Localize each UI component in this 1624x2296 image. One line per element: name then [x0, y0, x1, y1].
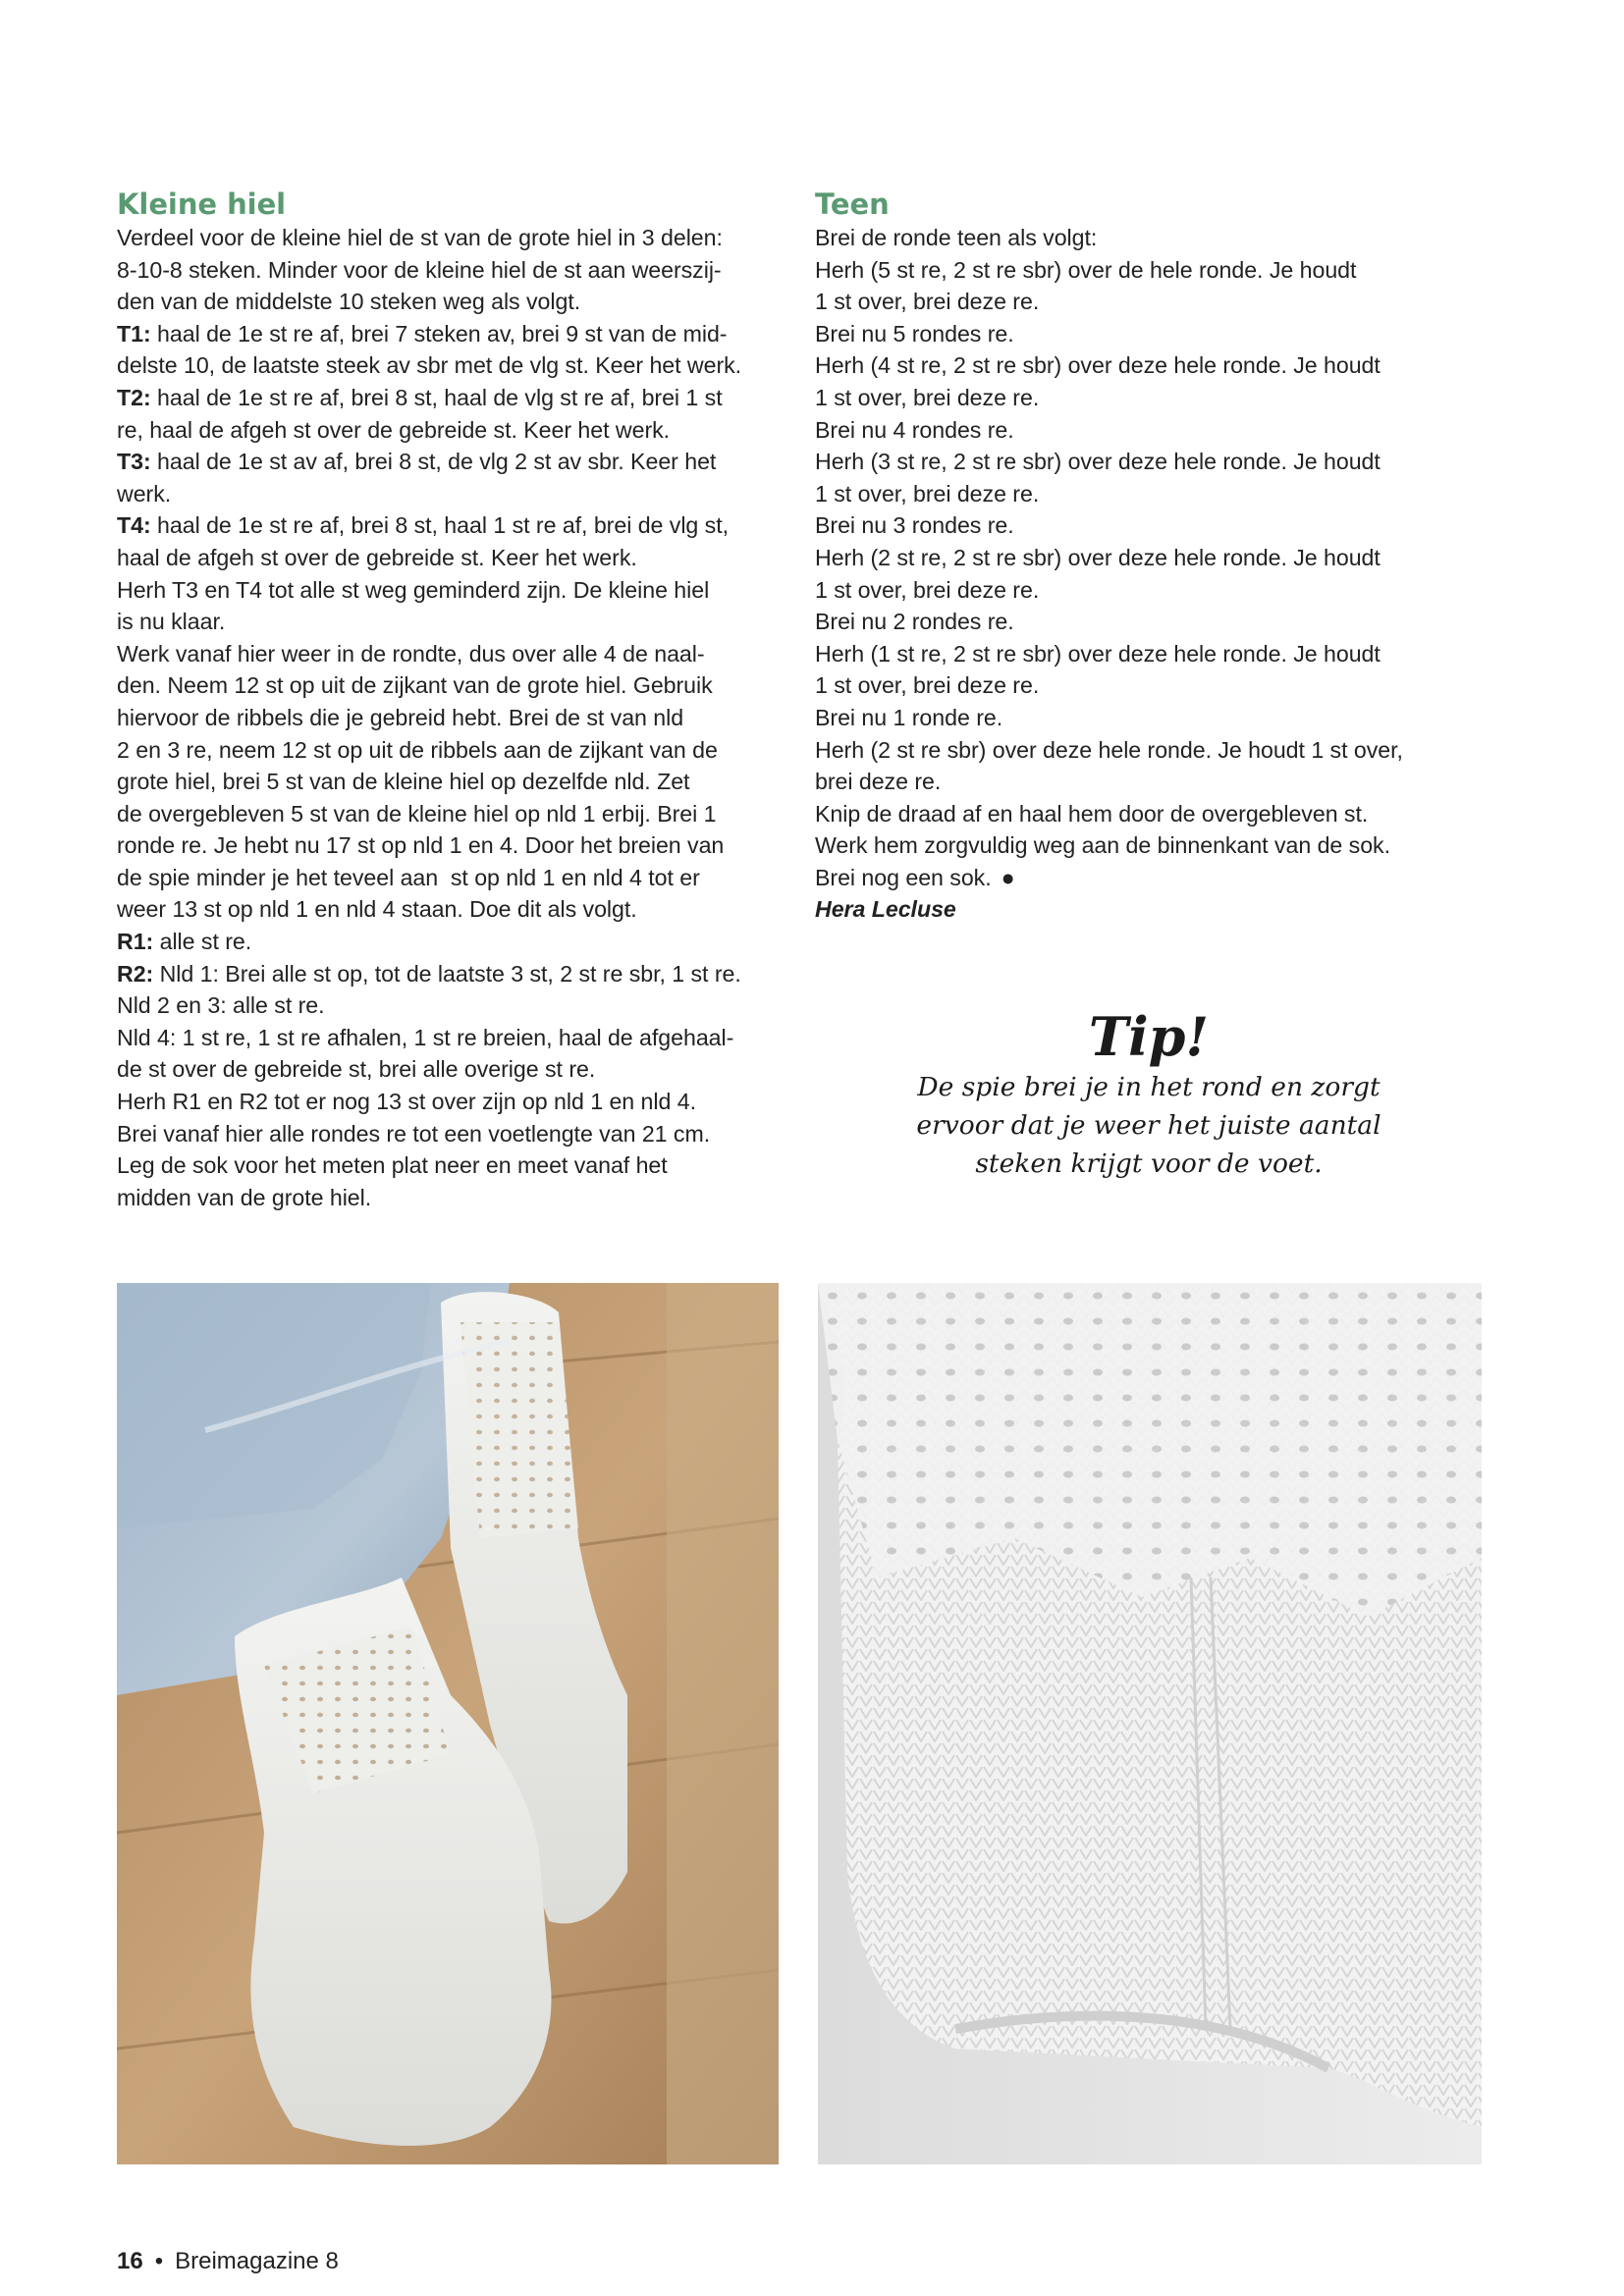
instruction-line [117, 1086, 785, 1118]
instruction-line [117, 446, 785, 478]
instruction-text: weer 13 st op nld 1 en nld 4 staan. Doe dit als volgt. [117, 896, 637, 923]
instruction-line [117, 638, 785, 670]
instruction-line [117, 222, 785, 254]
sock-closeup-image [818, 1283, 1482, 2164]
instruction-line: 1 st over, brei deze re. [815, 289, 1040, 315]
instruction-line [117, 478, 785, 510]
instruction-line [117, 1182, 785, 1214]
instruction-line [117, 1053, 785, 1086]
instruction-line [117, 318, 785, 350]
instruction-text: midden van de grote hiel. [117, 1184, 372, 1210]
instruction-line: Brei nu 2 rondes re. [815, 609, 1014, 635]
instruction-line: 1 st over, brei deze re. [815, 576, 1040, 603]
instruction-line: 1 st over, brei deze re. [815, 480, 1040, 507]
instruction-text: re, haal de afgeh st over de gebreide st. Keer het werk. [117, 416, 671, 443]
instruction-text: Werk vanaf hier weer in de rondte, dus over alle 4 de naal- [117, 640, 705, 667]
instruction-line [117, 926, 785, 958]
instruction-text: Brei vanaf hier alle rondes re tot een voetlengte van 21 cm. [117, 1120, 711, 1147]
instruction-line [117, 606, 785, 638]
instruction-text: delste 10, de laatste steek av sbr met de vlg st. Keer het werk. [117, 352, 742, 379]
instruction-text: de overgebleven 5 st van de kleine hiel op nld 1 erbij. Brei 1 [117, 800, 717, 827]
instruction-line: Brei nu 5 rondes re. [815, 320, 1014, 347]
instruction-line [117, 1118, 785, 1150]
instruction-line [117, 798, 785, 830]
instruction-line [117, 958, 785, 990]
instruction-text: haal de 1e st re af, brei 8 st, haal 1 st re af, brei de vlg st, [150, 512, 729, 539]
instruction-line [117, 254, 785, 287]
instruction-line [117, 862, 785, 894]
instruction-text: hiervoor de ribbels die je gebreid hebt. Brei de st van nld [117, 704, 684, 730]
page-footer [117, 2247, 339, 2276]
instruction-line [117, 1022, 785, 1054]
instruction-line [117, 542, 785, 574]
instruction-line [117, 349, 785, 382]
instruction-line: Herh (4 st re, 2 st re sbr) over deze hele ronde. Je houdt [815, 352, 1380, 379]
tip-line: ervoor dat je weer het juiste aantal [916, 1110, 1381, 1141]
instruction-text: alle st re. [153, 929, 252, 955]
instruction-text: ronde re. Je hebt nu 17 st op nld 1 en 4. Door het breien van [117, 832, 725, 859]
instruction-line: Brei nu 1 ronde re. [815, 704, 1003, 730]
author-name: Hera Lecluse [815, 896, 956, 923]
instruction-line [117, 414, 785, 447]
tip-title: Tip! [1088, 1005, 1210, 1068]
instruction-line [117, 669, 785, 702]
instruction-text: de spie minder je het teveel aan st op nld 1 en nld 4 tot er [117, 864, 700, 890]
section-heading-kleine-hiel: Kleine hiel [117, 187, 287, 221]
photo-sock-closeup [818, 1283, 1482, 2164]
instruction-text: Nld 1: Brei alle st op, tot de laatste 3 st, 2 st re sbr, 1 st re. [153, 960, 741, 987]
tip-line: steken krijgt voor de voet. [975, 1148, 1323, 1179]
instruction-line [117, 989, 785, 1022]
tip-line: De spie brei je in het rond en zorgt [917, 1072, 1380, 1102]
instruction-text: 8-10-8 steken. Minder voor de kleine hiel de st aan weerszij- [117, 256, 722, 283]
magazine-title: Breimagazine 8 [175, 2248, 339, 2274]
instruction-text: den van de middelste 10 steken weg als volgt. [117, 289, 581, 315]
row-label: T1: [117, 320, 151, 347]
socks-on-feet-image [117, 1283, 779, 2164]
end-mark-icon: ● [1001, 864, 1015, 890]
instruction-line [117, 702, 785, 734]
instruction-line: Herh (1 st re, 2 st re sbr) over deze hele ronde. Je houdt [815, 640, 1380, 667]
instruction-text: haal de 1e st av af, brei 8 st, de vlg 2 st av sbr. Keer het [150, 449, 717, 475]
instruction-line [117, 893, 785, 926]
instruction-text: grote hiel, brei 5 st van de kleine hiel op dezelfde nld. Zet [117, 769, 690, 795]
instruction-text: haal de afgeh st over de gebreide st. Keer het werk. [117, 544, 637, 570]
instruction-line [117, 1149, 785, 1182]
instruction-text: Leg de sok voor het meten plat neer en meet vanaf het [117, 1152, 668, 1179]
instruction-text: de st over de gebreide st, brei alle overige st re. [117, 1056, 596, 1083]
instruction-line: 1 st over, brei deze re. [815, 672, 1040, 699]
instruction-line [117, 509, 785, 542]
row-label: R2: [117, 960, 154, 987]
left-column [117, 187, 785, 1213]
instruction-text: Nld 4: 1 st re, 1 st re afhalen, 1 st re breien, haal de afgehaal- [117, 1024, 734, 1050]
row-label: T4: [117, 512, 151, 539]
instruction-line: 1 st over, brei deze re. [815, 384, 1040, 410]
instruction-line [117, 382, 785, 414]
row-label: T3: [117, 449, 151, 475]
instruction-line: Herh (2 st re sbr) over deze hele ronde. Je houdt 1 st over, [815, 736, 1403, 763]
instruction-line: Brei de ronde teen als volgt: [815, 225, 1098, 250]
instruction-line: Werk hem zorgvuldig weg aan de binnenkant van de sok. [815, 832, 1390, 859]
kleine-hiel-instructions [117, 222, 785, 1213]
tip-box [864, 1005, 1434, 1183]
last-instruction-text: Brei nog een sok. [815, 864, 992, 890]
instruction-line: Brei nu 3 rondes re. [815, 512, 1014, 539]
right-column [815, 187, 1502, 926]
instruction-text: Herh R1 en R2 tot er nog 13 st over zijn op nld 1 en nld 4. [117, 1089, 696, 1115]
instruction-line: Herh (3 st re, 2 st re sbr) over deze hele ronde. Je houdt [815, 449, 1380, 475]
instruction-line [117, 829, 785, 862]
instruction-line: Knip de draad af en haal hem door de overgebleven st. [815, 800, 1369, 827]
section-heading-teen: Teen [815, 187, 890, 221]
instruction-line [117, 286, 785, 318]
teen-instructions [815, 222, 1502, 862]
instruction-text: Herh T3 en T4 tot alle st weg geminderd zijn. De kleine hiel [117, 576, 710, 603]
instruction-text: den. Neem 12 st op uit de zijkant van de grote hiel. Gebruik [117, 672, 713, 699]
instruction-text: haal de 1e st re af, brei 7 steken av, brei 9 st van de mid- [150, 320, 728, 347]
photo-socks-on-feet [117, 1283, 779, 2164]
instruction-line: Herh (2 st re, 2 st re sbr) over deze hele ronde. Je houdt [815, 544, 1380, 570]
instruction-line: Herh (5 st re, 2 st re sbr) over de hele ronde. Je houdt [815, 256, 1357, 283]
instruction-text: is nu klaar. [117, 609, 226, 635]
instruction-text: 2 en 3 re, neem 12 st op uit de ribbels aan de zijkant van de [117, 736, 718, 763]
instruction-line: brei deze re. [815, 769, 942, 795]
instruction-text: Nld 2 en 3: alle st re. [117, 992, 325, 1019]
last-instruction-line [815, 862, 1502, 894]
instruction-line [117, 766, 785, 798]
row-label: R1: [117, 929, 154, 955]
tip-text [864, 1068, 1434, 1183]
instruction-line [117, 574, 785, 607]
instruction-text: haal de 1e st re af, brei 8 st, haal de vlg st re af, brei 1 st [150, 384, 723, 410]
footer-separator: • [154, 2248, 164, 2274]
page-number: 16 [117, 2248, 143, 2274]
instruction-text: werk. [117, 480, 172, 507]
row-label: T2: [117, 384, 151, 410]
instruction-line: Brei nu 4 rondes re. [815, 416, 1014, 443]
instruction-line [117, 734, 785, 767]
instruction-text: Verdeel voor de kleine hiel de st van de grote hiel in 3 delen: [117, 225, 723, 250]
